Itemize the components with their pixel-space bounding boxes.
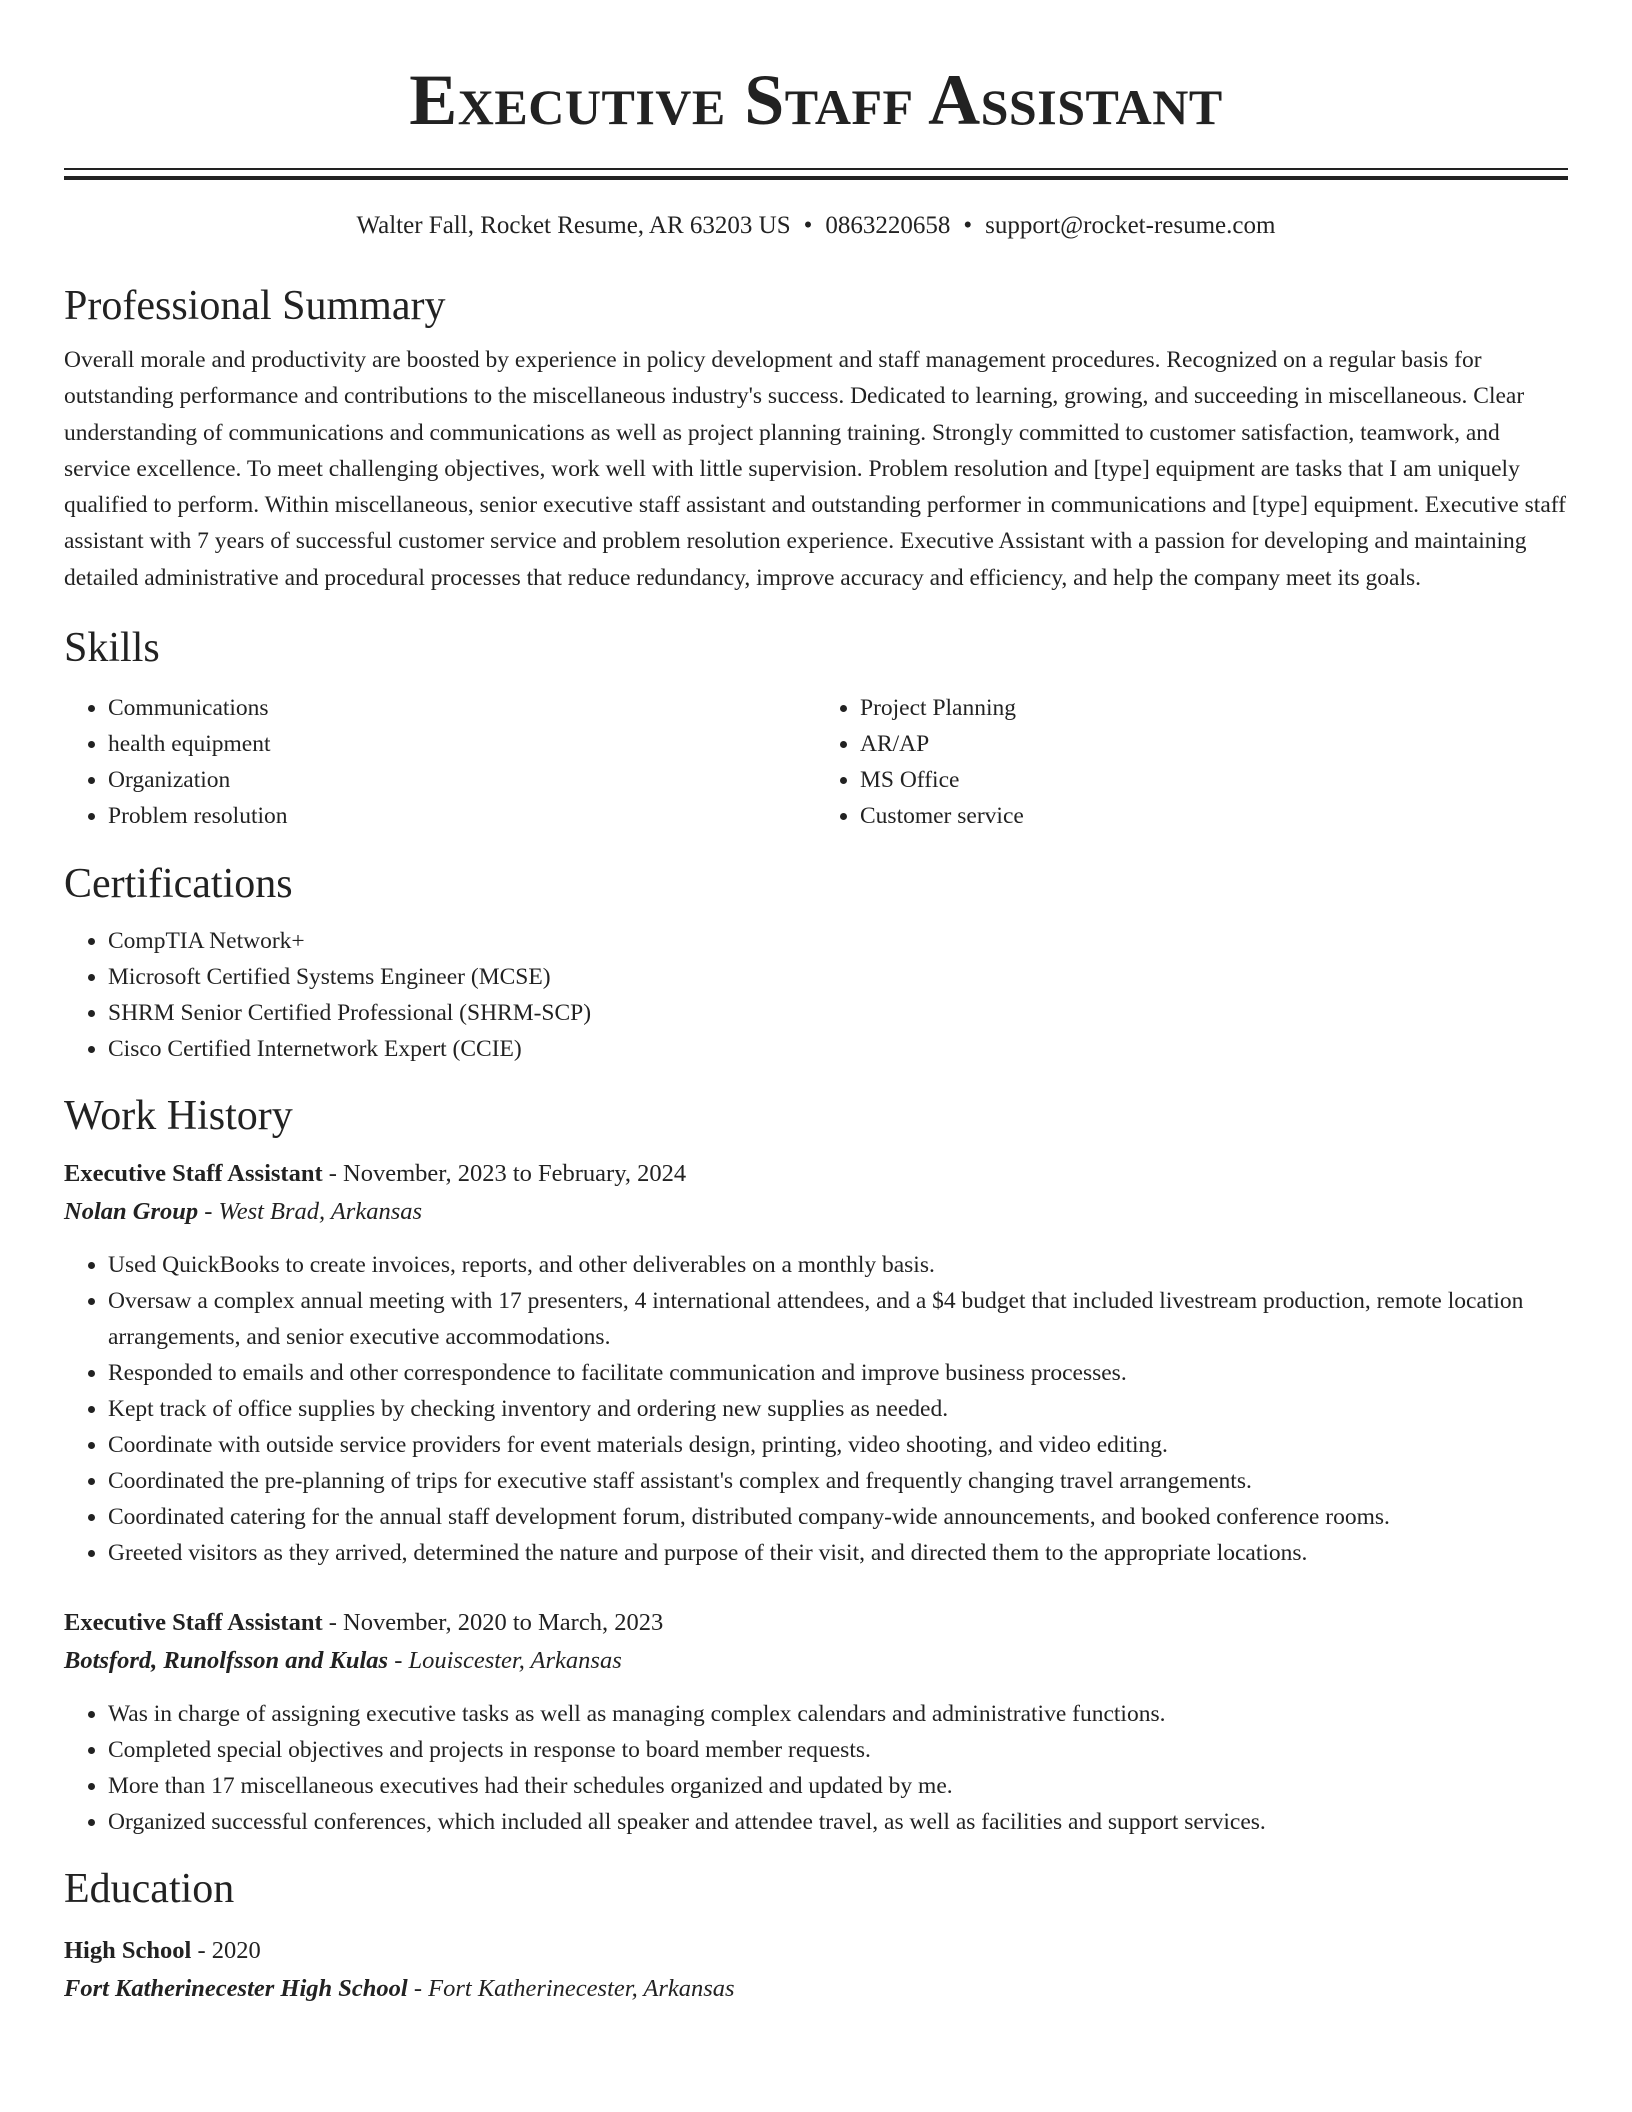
resume-title: Executive Staff Assistant (409, 60, 1223, 140)
education-year: 2020 (211, 1937, 261, 1965)
skill-item: • health equipment (108, 726, 816, 762)
certifications-list (64, 923, 1568, 1067)
summary-text: Overall morale and productivity are boosted by experience in policy development and staff management procedures. Recognized on a regular basis for outstanding performance and contributions to the miscellaneous industry's success. Dedicated to learning, growing, and succeeding in miscellaneous. Clear understanding of communications and communications as well as project planning training. Strongly committed to customer satisfaction, teamwork, and service excellence. To meet challenging objectives, work well with little supervision. Problem resolution and [type] equipment are tasks that I am uniquely qualified to perform. Within miscellaneous, senior executive staff assistant and outstanding performer in communications and [type] equipment. Executive staff assistant with 7 years of successful customer service and problem resolution experience. Executive Assistant with a passion for developing and maintaining detailed administrative and procedural processes that reduce redundancy, improve accuracy and efficiency, and help the company meet its goals. (64, 347, 1566, 591)
skill-item: • Organization (108, 762, 816, 798)
job-header: Executive Staff Assistant - November, 2020 to March, 2023 (64, 1609, 664, 1637)
certification-item: • CompTIA Network+ (108, 923, 1568, 959)
skills-right-list (816, 690, 1568, 834)
skill-item: • Project Planning (860, 690, 1568, 726)
job-employer: Nolan Group - West Brad, Arkansas (64, 1198, 423, 1226)
job-duty-item: • More than 17 miscellaneous executives had their schedules organized and updated by me. (108, 1768, 1568, 1804)
job-company: Botsford, Runolfsson and Kulas (64, 1647, 389, 1675)
skills-columns (64, 690, 1568, 834)
job-header: Executive Staff Assistant - November, 2023 to February, 2024 (64, 1160, 687, 1188)
contact-separator: • (803, 212, 813, 239)
contact-separator: • (963, 212, 973, 239)
education-school: Fort Katherinecester High School (64, 1975, 408, 2003)
education-school-line: Fort Katherinecester High School - Fort Katherinecester, Arkansas (64, 1975, 735, 2003)
contact-address: Walter Fall, Rocket Resume, AR 63203 US (356, 212, 791, 239)
contact-email: support@rocket-resume.com (985, 212, 1276, 239)
job-duty-item: • Was in charge of assigning executive tasks as well as managing complex calendars and administrative functions. (108, 1696, 1568, 1732)
job-location: Louiscester, Arkansas (408, 1647, 622, 1675)
contact-phone: 0863220658 (825, 212, 951, 239)
skill-item: • Problem resolution (108, 798, 816, 834)
job-duty-item: • Responded to emails and other correspondence to facilitate communication and improve business processes. (108, 1355, 1568, 1391)
job-title: Executive Staff Assistant (64, 1609, 323, 1637)
job-dates: November, 2023 to February, 2024 (343, 1160, 687, 1188)
skill-item: • MS Office (860, 762, 1568, 798)
job-company: Nolan Group (64, 1198, 199, 1226)
job-employer: Botsford, Runolfsson and Kulas - Louiscester, Arkansas (64, 1647, 622, 1675)
job-duty-item: • Coordinated the pre-planning of trips for executive staff assistant's complex and frequently changing travel arrangements. (108, 1463, 1568, 1499)
skills-left-list (64, 690, 816, 834)
job-duty-item: • Coordinated catering for the annual staff development forum, distributed company-wide announcements, and booked conference rooms. (108, 1499, 1568, 1535)
skills-heading: Skills (64, 625, 160, 672)
skill-item: • Customer service (860, 798, 1568, 834)
job-duty-item: • Completed special objectives and projects in response to board member requests. (108, 1732, 1568, 1768)
certifications-heading: Certifications (64, 861, 293, 908)
job-duty-item: • Used QuickBooks to create invoices, reports, and other deliverables on a monthly basis. (108, 1247, 1568, 1283)
job-duty-item: • Oversaw a complex annual meeting with 17 presenters, 4 international attendees, and a $4 budget that included livestream production, remote location arrangements, and senior executive accommodations. (108, 1283, 1568, 1355)
title-double-rule (64, 168, 1568, 180)
education-heading: Education (64, 1866, 235, 1913)
certification-item: • SHRM Senior Certified Professional (SHRM-SCP) (108, 995, 1568, 1031)
work-history-heading: Work History (64, 1093, 293, 1140)
job-duties-list (64, 1247, 1568, 1571)
job-duty-item: • Coordinate with outside service providers for event materials design, printing, video shooting, and video editing. (108, 1427, 1568, 1463)
contact-line (64, 208, 1568, 244)
job-dates: November, 2020 to March, 2023 (343, 1609, 664, 1637)
certification-item: • Microsoft Certified Systems Engineer (MCSE) (108, 959, 1568, 995)
job-title: Executive Staff Assistant (64, 1160, 323, 1188)
education-header: High School - 2020 (64, 1937, 261, 1965)
skill-item: • Communications (108, 690, 816, 726)
skill-item: • AR/AP (860, 726, 1568, 762)
job-duty-item: • Organized successful conferences, which included all speaker and attendee travel, as well as facilities and support services. (108, 1804, 1568, 1840)
job-entry (64, 1155, 1568, 1571)
education-degree: High School (64, 1937, 192, 1965)
job-duty-item: • Greeted visitors as they arrived, determined the nature and purpose of their visit, and directed them to the appropriate locations. (108, 1535, 1568, 1571)
certification-item: • Cisco Certified Internetwork Expert (CCIE) (108, 1031, 1568, 1067)
summary-heading: Professional Summary (64, 283, 446, 329)
job-entry (64, 1604, 1568, 1840)
job-location: West Brad, Arkansas (218, 1198, 423, 1226)
education-location: Fort Katherinecester, Arkansas (428, 1975, 735, 2003)
job-duties-list (64, 1696, 1568, 1840)
job-duty-item: • Kept track of office supplies by checking inventory and ordering new supplies as needed. (108, 1391, 1568, 1427)
